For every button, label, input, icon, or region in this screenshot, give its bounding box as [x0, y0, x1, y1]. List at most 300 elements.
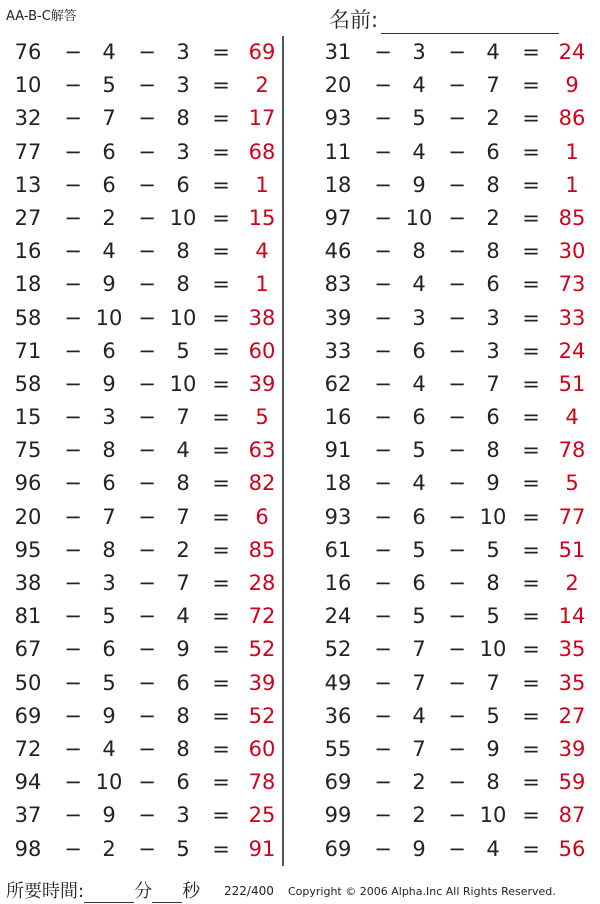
answer: 87: [558, 803, 586, 828]
minus-sign: −: [64, 770, 82, 795]
minus-sign: −: [374, 172, 392, 197]
subtrahend-1: 4: [102, 736, 116, 761]
equals-sign: =: [212, 703, 230, 728]
answer: 77: [558, 504, 586, 529]
minuend: 15: [14, 405, 42, 430]
answer: 69: [248, 40, 276, 64]
minuend: 96: [14, 471, 42, 496]
minuend: 94: [14, 770, 42, 795]
subtrahend-2: 6: [486, 139, 500, 164]
minuend: 46: [324, 239, 352, 264]
subtrahend-2: 7: [176, 405, 190, 430]
subtrahend-1: 7: [102, 504, 116, 529]
answer: 51: [558, 537, 586, 562]
subtrahend-2: 8: [486, 172, 500, 197]
minus-sign: −: [448, 670, 466, 695]
subtrahend-2: 6: [176, 670, 190, 695]
answer: 63: [248, 438, 276, 463]
answer: 30: [558, 239, 586, 264]
minus-sign: −: [448, 438, 466, 463]
subtrahend-2: 5: [486, 537, 500, 562]
answer: 2: [565, 571, 579, 595]
subtrahend-1: 6: [412, 405, 426, 430]
minuend: 97: [324, 205, 352, 230]
subtrahend-2: 3: [176, 139, 190, 164]
minuend: 76: [14, 40, 42, 64]
minus-sign: −: [374, 40, 392, 64]
answer: 52: [248, 703, 276, 728]
equals-sign: =: [522, 106, 540, 131]
minus-sign: −: [64, 637, 82, 662]
minus-sign: −: [64, 73, 82, 98]
subtrahend-2: 7: [176, 504, 190, 529]
equals-sign: =: [212, 338, 230, 363]
subtrahend-1: 5: [412, 106, 426, 131]
subtrahend-2: 4: [486, 836, 500, 861]
minus-sign: −: [138, 40, 156, 64]
answer: 51: [558, 371, 586, 396]
minus-sign: −: [448, 537, 466, 562]
minuend: 33: [324, 338, 352, 363]
equals-sign: =: [522, 371, 540, 396]
subtrahend-1: 9: [102, 703, 116, 728]
subtrahend-2: 8: [486, 770, 500, 795]
minus-sign: −: [448, 836, 466, 861]
answer: 85: [248, 537, 276, 562]
subtrahend-1: 8: [102, 438, 116, 463]
minus-sign: −: [138, 703, 156, 728]
minuend: 39: [324, 305, 352, 330]
answer: 38: [248, 305, 276, 330]
equals-sign: =: [522, 471, 540, 496]
minus-sign: −: [64, 139, 82, 164]
copyright-notice: Copyright © 2006 Alpha.Inc All Rights Reserved.: [288, 885, 556, 898]
minus-sign: −: [64, 338, 82, 363]
minuend: 99: [324, 803, 352, 828]
minuend: 18: [14, 272, 42, 297]
subtrahend-2: 7: [486, 73, 500, 98]
subtrahend-2: 8: [176, 471, 190, 496]
minus-sign: −: [138, 770, 156, 795]
answer: 86: [558, 106, 586, 131]
subtrahend-2: 7: [176, 571, 190, 595]
subtrahend-1: 6: [412, 504, 426, 529]
subtrahend-2: 6: [176, 770, 190, 795]
subtrahend-1: 7: [412, 736, 426, 761]
minuend: 32: [14, 106, 42, 131]
subtrahend-1: 6: [102, 172, 116, 197]
answer: 4: [255, 239, 269, 264]
minus-sign: −: [64, 205, 82, 230]
equals-sign: =: [212, 770, 230, 795]
subtrahend-1: 4: [412, 371, 426, 396]
subtrahend-1: 2: [102, 205, 116, 230]
equals-sign: =: [212, 637, 230, 662]
minuend: 71: [14, 338, 42, 363]
minuend: 16: [324, 405, 352, 430]
subtrahend-2: 3: [486, 338, 500, 363]
subtrahend-2: 7: [486, 670, 500, 695]
minus-sign: −: [374, 803, 392, 828]
answer: 82: [248, 471, 276, 496]
subtrahend-2: 2: [486, 106, 500, 131]
answer: 17: [248, 106, 276, 131]
minus-sign: −: [374, 139, 392, 164]
subtrahend-2: 8: [486, 438, 500, 463]
answer: 56: [558, 836, 586, 861]
minus-sign: −: [138, 272, 156, 297]
minus-sign: −: [64, 40, 82, 64]
subtrahend-2: 8: [176, 736, 190, 761]
equals-sign: =: [522, 803, 540, 828]
equals-sign: =: [522, 205, 540, 230]
answer: 9: [565, 73, 579, 98]
subtrahend-1: 7: [102, 106, 116, 131]
minuend: 95: [14, 537, 42, 562]
answer: 1: [565, 139, 579, 164]
subtrahend-1: 9: [102, 371, 116, 396]
minuend: 61: [324, 537, 352, 562]
answer: 1: [565, 172, 579, 197]
subtrahend-2: 8: [486, 239, 500, 264]
subtrahend-2: 7: [486, 371, 500, 396]
subtrahend-1: 5: [102, 604, 116, 629]
equals-sign: =: [212, 504, 230, 529]
subtrahend-1: 6: [102, 338, 116, 363]
minus-sign: −: [448, 338, 466, 363]
answer: 85: [558, 205, 586, 230]
name-label: 名前:: [329, 8, 379, 32]
minus-sign: −: [374, 637, 392, 662]
subtrahend-1: 3: [412, 40, 426, 64]
minuend: 20: [324, 73, 352, 98]
subtrahend-2: 5: [486, 604, 500, 629]
minus-sign: −: [374, 836, 392, 861]
answer: 2: [255, 73, 269, 98]
answer: 14: [558, 604, 586, 629]
subtrahend-1: 2: [412, 770, 426, 795]
equals-sign: =: [522, 73, 540, 98]
equals-sign: =: [212, 205, 230, 230]
minus-sign: −: [374, 272, 392, 297]
minus-sign: −: [64, 537, 82, 562]
minuend: 83: [324, 272, 352, 297]
subtrahend-1: 4: [102, 239, 116, 264]
equals-sign: =: [522, 405, 540, 430]
subtrahend-1: 3: [102, 571, 116, 595]
minus-sign: −: [448, 205, 466, 230]
equals-sign: =: [522, 40, 540, 64]
minuend: 16: [324, 571, 352, 595]
minus-sign: −: [138, 172, 156, 197]
answer: 78: [558, 438, 586, 463]
name-blank-line: [381, 11, 559, 34]
minus-sign: −: [64, 305, 82, 330]
minuend: 75: [14, 438, 42, 463]
minus-sign: −: [448, 637, 466, 662]
subtrahend-1: 4: [412, 471, 426, 496]
minus-sign: −: [138, 504, 156, 529]
minus-sign: −: [374, 736, 392, 761]
subtrahend-1: 6: [412, 338, 426, 363]
minus-sign: −: [448, 371, 466, 396]
seconds-blank: [152, 884, 182, 903]
minus-sign: −: [138, 305, 156, 330]
equals-sign: =: [522, 504, 540, 529]
subtrahend-1: 5: [102, 670, 116, 695]
minus-sign: −: [448, 73, 466, 98]
minuend: 72: [14, 736, 42, 761]
answer: 35: [558, 637, 586, 662]
minus-sign: −: [138, 106, 156, 131]
minus-sign: −: [374, 338, 392, 363]
subtrahend-2: 10: [479, 504, 507, 529]
subtrahend-2: 10: [169, 371, 197, 396]
subtrahend-1: 6: [412, 571, 426, 595]
minus-sign: −: [64, 371, 82, 396]
subtrahend-2: 6: [176, 172, 190, 197]
minus-sign: −: [64, 836, 82, 861]
equals-sign: =: [212, 803, 230, 828]
minuend: 49: [324, 670, 352, 695]
minus-sign: −: [448, 305, 466, 330]
minus-sign: −: [138, 537, 156, 562]
subtrahend-1: 4: [412, 272, 426, 297]
subtrahend-1: 9: [102, 272, 116, 297]
subtrahend-1: 4: [412, 73, 426, 98]
minus-sign: −: [138, 239, 156, 264]
subtrahend-2: 5: [486, 703, 500, 728]
subtrahend-1: 10: [95, 305, 123, 330]
subtrahend-1: 6: [102, 637, 116, 662]
subtrahend-2: 8: [176, 272, 190, 297]
minus-sign: −: [374, 405, 392, 430]
equals-sign: =: [212, 405, 230, 430]
minuend: 62: [324, 371, 352, 396]
minuend: 36: [324, 703, 352, 728]
minus-sign: −: [64, 471, 82, 496]
subtrahend-1: 8: [412, 239, 426, 264]
answer: 5: [565, 471, 579, 496]
subtrahend-2: 4: [176, 604, 190, 629]
minus-sign: −: [64, 106, 82, 131]
minus-sign: −: [448, 272, 466, 297]
subtrahend-2: 4: [486, 40, 500, 64]
answer: 35: [558, 670, 586, 695]
minuend: 20: [14, 504, 42, 529]
answer: 60: [248, 338, 276, 363]
minus-sign: −: [448, 604, 466, 629]
minus-sign: −: [138, 471, 156, 496]
answer: 59: [558, 770, 586, 795]
minutes-blank: [84, 884, 134, 903]
equals-sign: =: [522, 604, 540, 629]
minus-sign: −: [138, 405, 156, 430]
subtrahend-1: 7: [412, 670, 426, 695]
minuend: 27: [14, 205, 42, 230]
equals-sign: =: [212, 172, 230, 197]
equals-sign: =: [212, 73, 230, 98]
minuend: 50: [14, 670, 42, 695]
minuend: 55: [324, 736, 352, 761]
minuend: 38: [14, 571, 42, 595]
subtrahend-2: 8: [176, 239, 190, 264]
subtrahend-2: 9: [486, 736, 500, 761]
answer: 73: [558, 272, 586, 297]
answer: 39: [558, 736, 586, 761]
minus-sign: −: [64, 736, 82, 761]
minus-sign: −: [448, 803, 466, 828]
subtrahend-2: 6: [486, 405, 500, 430]
minuend: 11: [324, 139, 352, 164]
subtrahend-1: 2: [412, 803, 426, 828]
minuend: 16: [14, 239, 42, 264]
minus-sign: −: [374, 305, 392, 330]
subtrahend-1: 9: [412, 172, 426, 197]
subtrahend-2: 6: [486, 272, 500, 297]
minuend: 10: [14, 73, 42, 98]
minus-sign: −: [448, 172, 466, 197]
subtrahend-2: 3: [176, 40, 190, 64]
answer: 4: [565, 405, 579, 430]
equals-sign: =: [212, 836, 230, 861]
page-number: 222/400: [224, 884, 274, 898]
minus-sign: −: [138, 604, 156, 629]
minus-sign: −: [448, 405, 466, 430]
minus-sign: −: [64, 604, 82, 629]
minuend: 93: [324, 504, 352, 529]
minuend: 18: [324, 471, 352, 496]
subtrahend-1: 6: [102, 471, 116, 496]
minuend: 58: [14, 371, 42, 396]
equals-sign: =: [522, 239, 540, 264]
subtrahend-2: 10: [479, 637, 507, 662]
answer: 5: [255, 405, 269, 430]
minus-sign: −: [374, 438, 392, 463]
answer: 72: [248, 604, 276, 629]
subtrahend-1: 5: [412, 604, 426, 629]
answer: 33: [558, 305, 586, 330]
minuend: 77: [14, 139, 42, 164]
equals-sign: =: [522, 670, 540, 695]
equals-sign: =: [522, 338, 540, 363]
minus-sign: −: [138, 73, 156, 98]
equals-sign: =: [522, 172, 540, 197]
subtrahend-2: 5: [176, 338, 190, 363]
minus-sign: −: [448, 504, 466, 529]
minuend: 24: [324, 604, 352, 629]
minuend: 18: [324, 172, 352, 197]
minus-sign: −: [138, 371, 156, 396]
subtrahend-1: 5: [412, 537, 426, 562]
subtrahend-1: 6: [102, 139, 116, 164]
minus-sign: −: [64, 803, 82, 828]
equals-sign: =: [522, 736, 540, 761]
minus-sign: −: [374, 205, 392, 230]
minus-sign: −: [138, 205, 156, 230]
minuend: 69: [324, 770, 352, 795]
answer: 28: [248, 571, 276, 595]
minuend: 37: [14, 803, 42, 828]
minuend: 31: [324, 40, 352, 64]
minus-sign: −: [64, 571, 82, 595]
minus-sign: −: [138, 438, 156, 463]
minus-sign: −: [448, 736, 466, 761]
equals-sign: =: [212, 139, 230, 164]
minus-sign: −: [138, 139, 156, 164]
minus-sign: −: [448, 239, 466, 264]
minus-sign: −: [64, 670, 82, 695]
minus-sign: −: [374, 371, 392, 396]
answer: 52: [248, 637, 276, 662]
worksheet-title: AA-B-C解答: [6, 9, 77, 24]
answer: 25: [248, 803, 276, 828]
equals-sign: =: [522, 139, 540, 164]
minus-sign: −: [448, 106, 466, 131]
minus-sign: −: [64, 272, 82, 297]
subtrahend-1: 5: [412, 438, 426, 463]
minus-sign: −: [64, 703, 82, 728]
subtrahend-2: 10: [169, 205, 197, 230]
answer: 1: [255, 272, 269, 297]
minus-sign: −: [374, 770, 392, 795]
seconds-label: 秒: [182, 881, 201, 902]
answer: 91: [248, 836, 276, 861]
equals-sign: =: [522, 637, 540, 662]
subtrahend-1: 10: [95, 770, 123, 795]
answer: 6: [255, 504, 269, 529]
subtrahend-1: 5: [102, 73, 116, 98]
subtrahend-2: 8: [176, 703, 190, 728]
minuend: 58: [14, 305, 42, 330]
equals-sign: =: [522, 305, 540, 330]
equals-sign: =: [212, 239, 230, 264]
name-field: [329, 4, 559, 34]
equals-sign: =: [212, 471, 230, 496]
minus-sign: −: [374, 106, 392, 131]
equals-sign: =: [522, 836, 540, 861]
equals-sign: =: [212, 371, 230, 396]
subtrahend-1: 3: [102, 405, 116, 430]
minus-sign: −: [374, 571, 392, 595]
minuend: 81: [14, 604, 42, 629]
subtrahend-2: 5: [176, 836, 190, 861]
answer: 1: [255, 172, 269, 197]
equals-sign: =: [212, 670, 230, 695]
time-label: 所要時間:: [6, 881, 85, 902]
minus-sign: −: [138, 338, 156, 363]
subtrahend-1: 4: [412, 703, 426, 728]
minus-sign: −: [374, 239, 392, 264]
equals-sign: =: [212, 272, 230, 297]
minuend: 69: [14, 703, 42, 728]
answer: 24: [558, 40, 586, 64]
subtrahend-2: 8: [486, 571, 500, 595]
minus-sign: −: [448, 770, 466, 795]
equals-sign: =: [522, 438, 540, 463]
subtrahend-2: 3: [176, 73, 190, 98]
minuend: 13: [14, 172, 42, 197]
subtrahend-2: 10: [169, 305, 197, 330]
minuend: 69: [324, 836, 352, 861]
minuend: 91: [324, 438, 352, 463]
minuend: 67: [14, 637, 42, 662]
minus-sign: −: [138, 670, 156, 695]
answer: 60: [248, 736, 276, 761]
subtrahend-2: 10: [479, 803, 507, 828]
answer: 27: [558, 703, 586, 728]
minus-sign: −: [448, 471, 466, 496]
